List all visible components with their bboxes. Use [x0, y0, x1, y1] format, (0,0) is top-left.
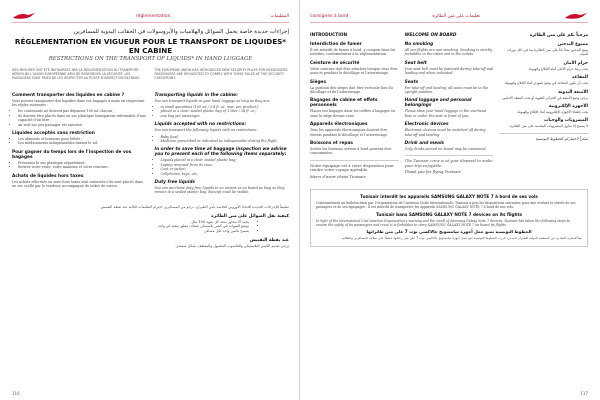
onboard-ar — [499, 29, 588, 181]
paragraph: يرجى تقديم الكيس البلاستيكي والحاسوب المحمول والمعطف بشكل منفصل. — [174, 244, 289, 249]
list-item: • Laptop removed from its case; — [161, 163, 290, 167]
column-title: مرحباً بكم على متن الطائرة — [529, 33, 589, 38]
paragraph: تطبيقاً للإجراءات الجديدة للاتحاد الأوروبي الخاصة بأمن الطيران، نرجو من المسافرين احترام التعليمات التالية عند نقطة التفتيش. — [99, 204, 289, 209]
heading: Duty free liquids — [154, 180, 195, 186]
column-title: INTRODUCTION — [310, 33, 348, 38]
paragraph: يرجى وضع الأمتعة في الخزائن العلوية أو تحت المقعد الأمامي. — [501, 95, 589, 100]
heading: عند نقطة التفتيش — [249, 238, 289, 244]
notice-text-en: In light of the International Civil Aviation Organization’s warning and the recall of Samsung Galaxy Note 7 devices, Tunisair has taken the following steps to ensure the safety of its passengers and crew: it is forbidden to carry SAMSUNG GALAXY NOTE 7 on board its flights. — [316, 218, 570, 227]
heading: Pour gagner du temps lors de l’inspection de vos bagages — [12, 149, 132, 160]
section-label-ar: التنظيمات — [270, 13, 289, 19]
heading: Liquides acceptés sans restriction — [12, 131, 95, 137]
paragraph: Please stow your hand luggage in the overhead bins or under the seat in front of you. — [404, 109, 487, 118]
restrictions-banner — [12, 29, 289, 62]
list-item: • Présentez le sac plastique séparément ; — [18, 161, 147, 165]
notice-text-ar: تبعاً للنشرة الصادرة عن المنظمة الدولية للطيران المدني، قررت الخطوط التونسية منع حمل أجهزة سامسونج جالاكسي نوت 7 على متن رحلاتها حفاظاً على سلامة المسافرين والطاقم. — [341, 235, 582, 240]
list-item: • placed in a clear, sealed plastic bag of 1 liter / 34 fl. oz.; — [161, 109, 290, 113]
rules-en — [155, 89, 290, 197]
heading: Appareils électroniques — [310, 122, 368, 128]
section-label-ar: تعليمات على متن الطائرة — [432, 13, 481, 19]
list — [155, 105, 290, 118]
paragraph: Tous les appareils électroniques doivent être éteints pendant le décollage et l’atterrissage. — [310, 128, 389, 137]
heading: No smoking — [404, 42, 434, 47]
heading: Comment transporter des liquides en cabine ? — [12, 92, 125, 98]
list-item: • توضع العبوات في كيس بلاستيكي شفاف مغلق سعته لتر واحد. — [18, 224, 249, 229]
list-item: • Les aliments et boissons pour bébés ; — [18, 137, 147, 141]
samsung-notice — [310, 189, 588, 247]
closing-note — [405, 155, 494, 174]
list-item: • Retirez votre veste, votre manteau et votre ceinture. — [18, 165, 147, 169]
notice-title-ar: الخطوط التونسية تمنع حمل أجهزة سامسونج جالاكسي نوت 7 على متن طائراتها — [366, 228, 532, 234]
heading: Hand luggage and personal belongings — [404, 98, 472, 109]
paragraph: All our flights are non-smoking. Smoking is strictly forbidden in the cabin and in the toilets. — [404, 48, 493, 57]
paragraph: Il est interdit de fumer à bord, y compris dans les toilettes, conformément à la réglementation. — [310, 48, 396, 57]
heading: الأمتعة اليدوية — [558, 89, 589, 95]
list-item: • un seul sac par passager est autorisé. — [18, 123, 147, 127]
notice-ar — [316, 229, 582, 240]
list-item: • Coat or jacket; — [161, 167, 290, 171]
page-number: 116 — [12, 391, 20, 396]
list-item: • Liquids placed in a clear, sealed plastic bag; — [161, 158, 290, 162]
paragraph: For take-off and landing, all seats must be in the upright position. — [404, 85, 489, 95]
list — [12, 109, 147, 127]
heading: Ceinture de sécurité — [310, 60, 360, 66]
heading: Sièges — [310, 79, 327, 85]
heading: Seats — [404, 79, 419, 85]
paragraph: يمنع التدخين منعاً باتاً على متن الطائرة بما في ذلك دورات المياه. — [507, 48, 589, 57]
airline-logo-icon — [564, 12, 588, 20]
list — [12, 220, 289, 234]
intro-en: THE EUROPEAN UNION HAS INTRODUCED NEW SECURITY RULES FOR PASSENGERS. PASSENGERS ARE REQUESTED TO COMPLY WITH THESE RULES AT THE SECURITY CHECKPOINT. — [154, 68, 289, 81]
list-item: • Cellphones, keys, etc. — [161, 172, 290, 176]
onboard-en — [405, 29, 494, 181]
heading: Bagages de cabine et effets personnels — [310, 98, 378, 109]
paragraph: Les achats effectués en zone hors taxes sont autorisés s’ils sont placés dans un sac scellé par le vendeur, accompagné du ticket de caisse. — [12, 179, 143, 189]
paragraph: Electronic devices must be switched off during take-off and landing. — [404, 128, 486, 137]
heading: المقاعد — [571, 75, 589, 81]
list-item: • les contenants ne doivent pas dépasser 100 ml chacun ; — [18, 109, 147, 113]
heading: Achats de liquides hors taxes — [12, 173, 84, 179]
intro-columns — [12, 68, 289, 81]
paragraph: Votre ceinture doit être attachée lorsque vous êtes assis et pendant le décollage et l’atterrissage. — [310, 66, 398, 76]
list-item: • يجب ألا تتجاوز سعة كل عبوة 100 ملل. — [18, 220, 249, 225]
list-item: • one bag per passenger. — [161, 114, 290, 118]
paragraph: La position des sièges doit être verticale lors du décollage et de l’atterrissage. — [310, 85, 393, 95]
signature: Thank you for flying Tunisair. — [404, 169, 462, 175]
banner-title-fr: RÉGLEMENTATION EN VIGUEUR POUR LE TRANSPORT DE LIQUIDES* EN CABINE — [14, 37, 287, 55]
note-text: The Tunisair crew is at your disposal to make your trip enjoyable. — [404, 158, 493, 168]
closing-note — [499, 133, 588, 141]
heading: In order to save time at baggage inspection we advise you to present each of the following items separately: — [154, 147, 287, 158]
paragraph: Only drinks served on board may be consumed. — [404, 147, 487, 152]
onboard-columns — [310, 29, 588, 181]
heading: المشروبات والوجبات — [544, 118, 589, 124]
paragraph: لا يسمح إلا بتناول المشروبات المقدمة على متن الطائرة. — [508, 124, 589, 129]
signature: شكراً لاختياركم الخطوط التونسية — [535, 135, 589, 141]
intro-fr: DES MESURES ONT ÉTÉ INSTAURÉES PAR LA RÉGLEMENTATION DU TRANSPORT AÉRIEN DE L’UNION EUROPÉENNE AFIN DE RENFORCER LA SÉCURITÉ. LES PASSAGERS SONT PRIÉS DE LES RESPECTER AU POSTE D’INSPECTION-FILTRAGE. — [12, 68, 141, 81]
heading: الأجهزة الإلكترونية — [548, 104, 589, 110]
page-header — [12, 10, 289, 23]
section-label: consignes à bord — [310, 13, 349, 19]
heading: كيفية نقل السوائل على متن الطائرة — [211, 213, 289, 219]
list-item: • يسمح بكيس واحد لكل مسافر. — [18, 229, 249, 234]
notice-text-fr: Conformément au bulletin émis par l’Organisation de l’Aviation Civile Internationale, Tunisair a pris les dispositions suivantes pour une évaluer la sûreté de ses passagers et de ses équipages : il est interdit de transporter les appareils SAMSUNG GALAXY NOTE 7 à bord de nos vols. — [316, 201, 576, 210]
heading: Interdiction de fumer — [310, 42, 362, 47]
notice-title-fr: Tunisair interdit les appareils SAMSUNG GALAXY NOTE 7 à bord de ses vols — [360, 194, 538, 200]
heading: ممنوع التدخين — [557, 42, 589, 47]
signature: Merci d’avoir choisi Tunisair. — [310, 173, 367, 179]
notice-title-en: Tunisair bans SAMSUNG GALAXY NOTE 7 devices on its flights — [376, 211, 522, 217]
paragraph: You can purchase duty free liquids in an airport or on board as long as they remain in a sealed plastic bag. Receipt must be visible. — [154, 186, 285, 195]
rules-ar — [12, 205, 289, 249]
list — [155, 158, 290, 176]
closing-note — [310, 160, 399, 179]
paragraph: Placez vos bagages dans les coffres à bagages ou sous le siège devant vous. — [310, 109, 395, 118]
paragraph: Seules les boissons servies à bord peuvent être consommées. — [310, 147, 392, 156]
rules-fr — [12, 89, 147, 197]
heading: حزام الأمان — [563, 60, 589, 66]
page-header — [310, 10, 588, 23]
onboard-fr — [310, 29, 399, 181]
banner-title-en: RESTRICTIONS ON THE TRANSPORT OF LIQUIDS* IN HAND LUGGAGE — [48, 56, 253, 62]
section-label: réglementation — [135, 13, 171, 19]
heading: Drink and meals — [404, 141, 445, 147]
list — [12, 137, 147, 146]
paragraph: يجب ربط حزام الأمان أثناء الإقلاع والهبوط. — [527, 66, 589, 71]
page-number: 117 — [580, 391, 588, 396]
heading: Transporting liquids in the cabine: — [154, 92, 238, 98]
banner-title-ar: إجراءات جديدة خاصة بحمل السوائل والهلاميات والأيروسولات في الحقائب اليدوية للمسافرين — [73, 29, 289, 35]
paragraph: Your seat belt must be fastened during take-off and landing and when indicated. — [404, 66, 494, 76]
airline-logo-icon — [12, 12, 36, 20]
heading: Electronic devices — [404, 122, 449, 128]
list-item: • ils doivent être placés dans un sac plastique transparent refermable d’une capacité d’un litre ; — [18, 114, 147, 123]
list-item: • Les médicaments indispensables durant le vol. — [18, 141, 147, 145]
heading: Boissons et repas — [310, 141, 353, 147]
list-item: • Baby food; — [161, 135, 290, 139]
list — [155, 135, 290, 144]
paragraph: You can transport liquids in your hand luggage as long as they are: — [154, 98, 271, 103]
rules-columns — [12, 89, 289, 197]
right-page — [300, 0, 600, 400]
paragraph: You can transport the following liquids with no restrictions: — [154, 128, 258, 133]
list-item: • Medicine prescribed or indicated as indispensable during the flight. — [161, 139, 290, 143]
heading: Liquids accepted with no restrictions: — [154, 122, 247, 128]
column-title: WELCOME ON BOARD — [404, 33, 457, 38]
note-text: Notre équipage est à votre disposition pour rendre votre voyage agréable. — [310, 162, 395, 173]
paragraph: Vous pouvez transporter des liquides dans vos bagages à main en respectant les règles suivantes : — [12, 98, 145, 108]
list-item: • in small quantities (100 ml / 3.4 fl. oz. max. per product); — [161, 105, 290, 109]
heading: Seat belt — [404, 60, 427, 66]
list — [12, 161, 147, 170]
paragraph: يجب إطفاء الأجهزة الإلكترونية أثناء الإقلاع والهبوط. — [516, 110, 589, 115]
paragraph: يجب أن تكون المقاعد في وضع عمودي أثناء الإقلاع والهبوط. — [503, 81, 589, 86]
